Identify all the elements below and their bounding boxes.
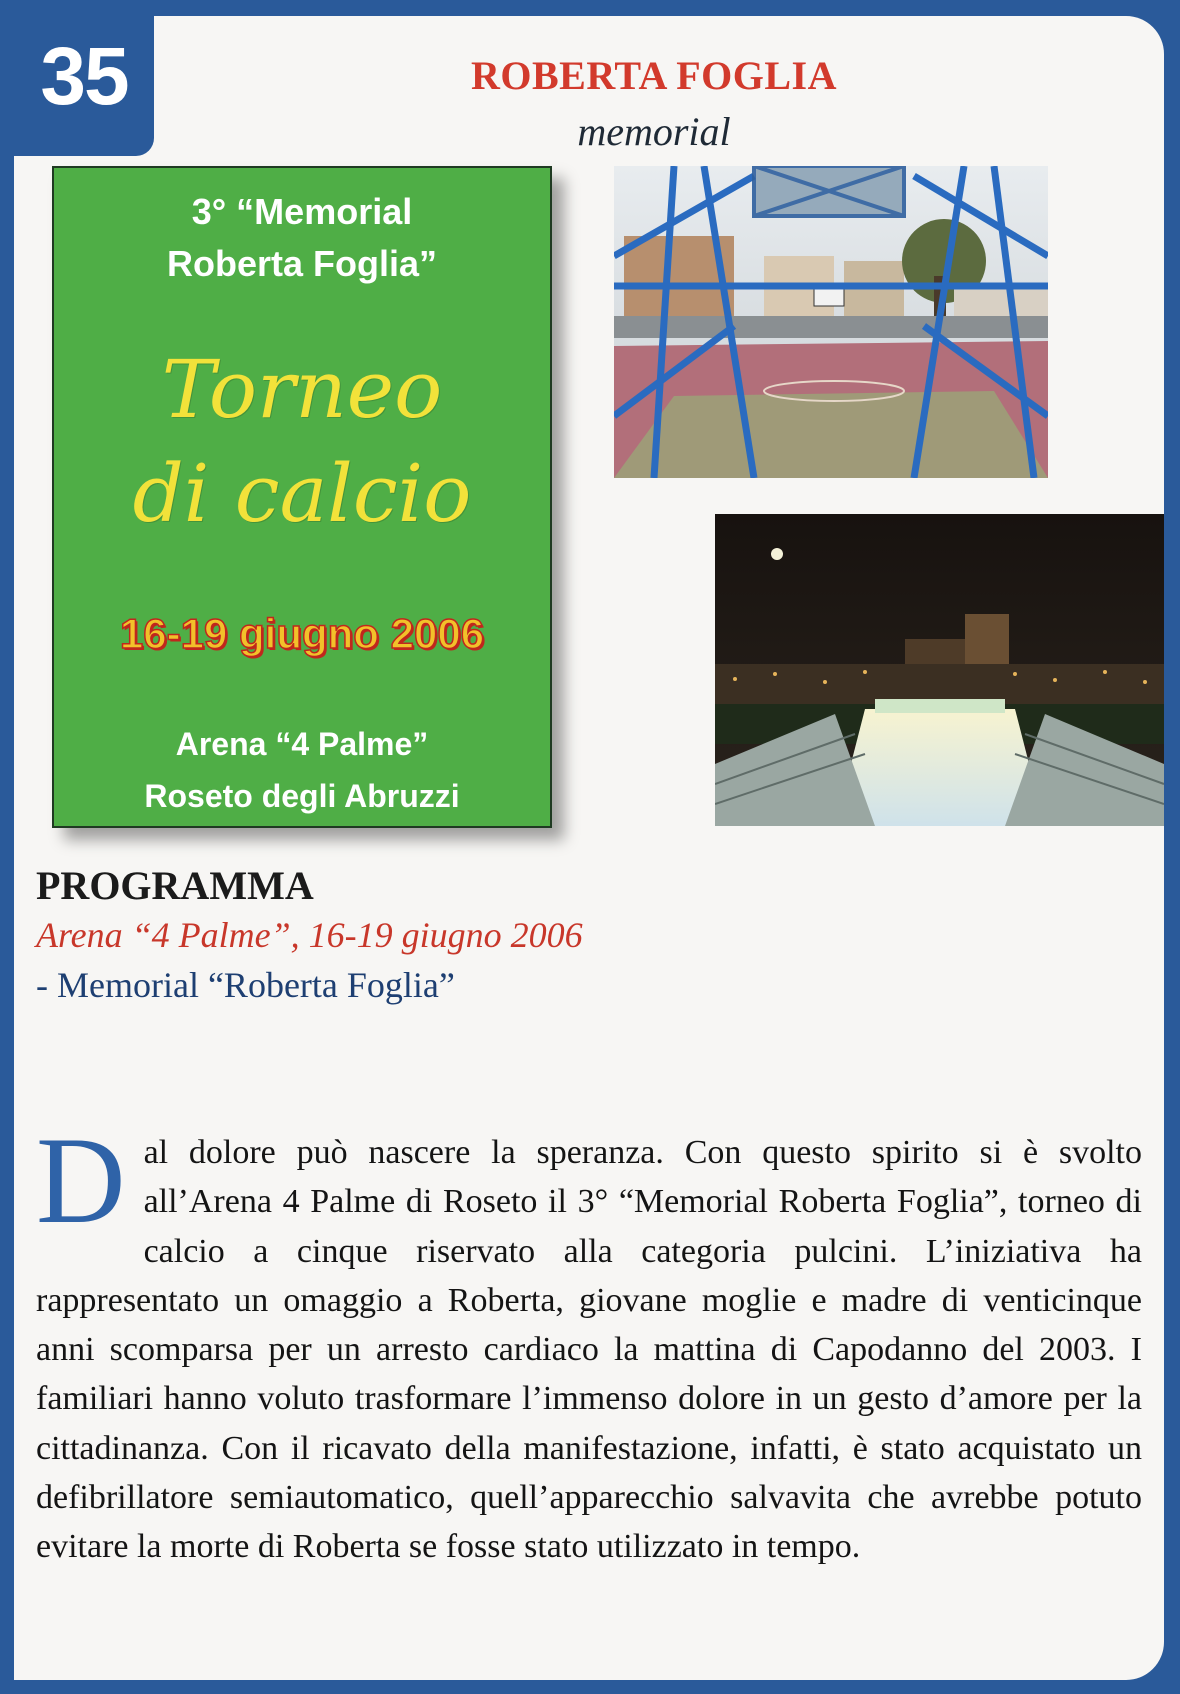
article-text: al dolore può nascere la speranza. Con questo spirito si è svolto all’Arena 4 Palme di Roseto il 3° “Memorial Roberta Foglia”, torneo di calcio a cinque riservato alla categoria pulcini. L’iniziativa ha rappresentato un omaggio a Roberta, giovane moglie e madre di venticinque anni scomparsa per un arresto cardiaco la mattina di Capodanno del 2003. I familiari hanno voluto trasformare l’immenso dolore in un gesto d’amore per la cittadinanza. Con il ricavato della manifestazione, infatti, è stato acquistato un defibrillatore semiautomatico, quell’apparecchio salvavita che avrebbe potuto evitare la morte di Roberta se fosse stato utilizzato in tempo. bbox=[36, 1134, 1142, 1566]
programma-heading: PROGRAMMA bbox=[36, 863, 314, 908]
page-number-tab bbox=[14, 16, 154, 156]
page-title: ROBERTA FOGLIA bbox=[470, 53, 838, 98]
poster-script-line1: Torneo bbox=[161, 343, 443, 436]
night-arena-photo bbox=[715, 514, 1164, 826]
poster-venue bbox=[54, 718, 550, 822]
poster-dates: 16-19 giugno 2006 bbox=[119, 610, 485, 657]
poster-venue-line2: Roseto degli Abruzzi bbox=[144, 778, 460, 814]
poster-heading-line2: Roberta Foglia” bbox=[166, 243, 438, 284]
page-subtitle: memorial bbox=[577, 109, 731, 154]
poster-venue-line1: Arena “4 Palme” bbox=[175, 726, 429, 762]
programma-date-line: Arena “4 Palme”, 16-19 giugno 2006 bbox=[36, 915, 583, 955]
article-body bbox=[36, 1112, 1142, 1572]
event-poster bbox=[52, 166, 552, 828]
programma-event-line: - Memorial “Roberta Foglia” bbox=[36, 965, 455, 1005]
article-dropcap: D bbox=[36, 1112, 126, 1249]
magazine-page bbox=[14, 16, 1164, 1680]
page-number: 35 bbox=[40, 31, 128, 122]
night-photo-graphic bbox=[715, 514, 1164, 826]
poster-heading-line1: 3° “Memorial bbox=[191, 191, 413, 232]
poster-script-title bbox=[54, 338, 550, 546]
poster-heading bbox=[54, 186, 550, 290]
court-photo-graphic bbox=[614, 166, 1048, 478]
basketball-court-photo bbox=[614, 166, 1048, 478]
poster-script-line2: di calcio bbox=[132, 447, 472, 540]
